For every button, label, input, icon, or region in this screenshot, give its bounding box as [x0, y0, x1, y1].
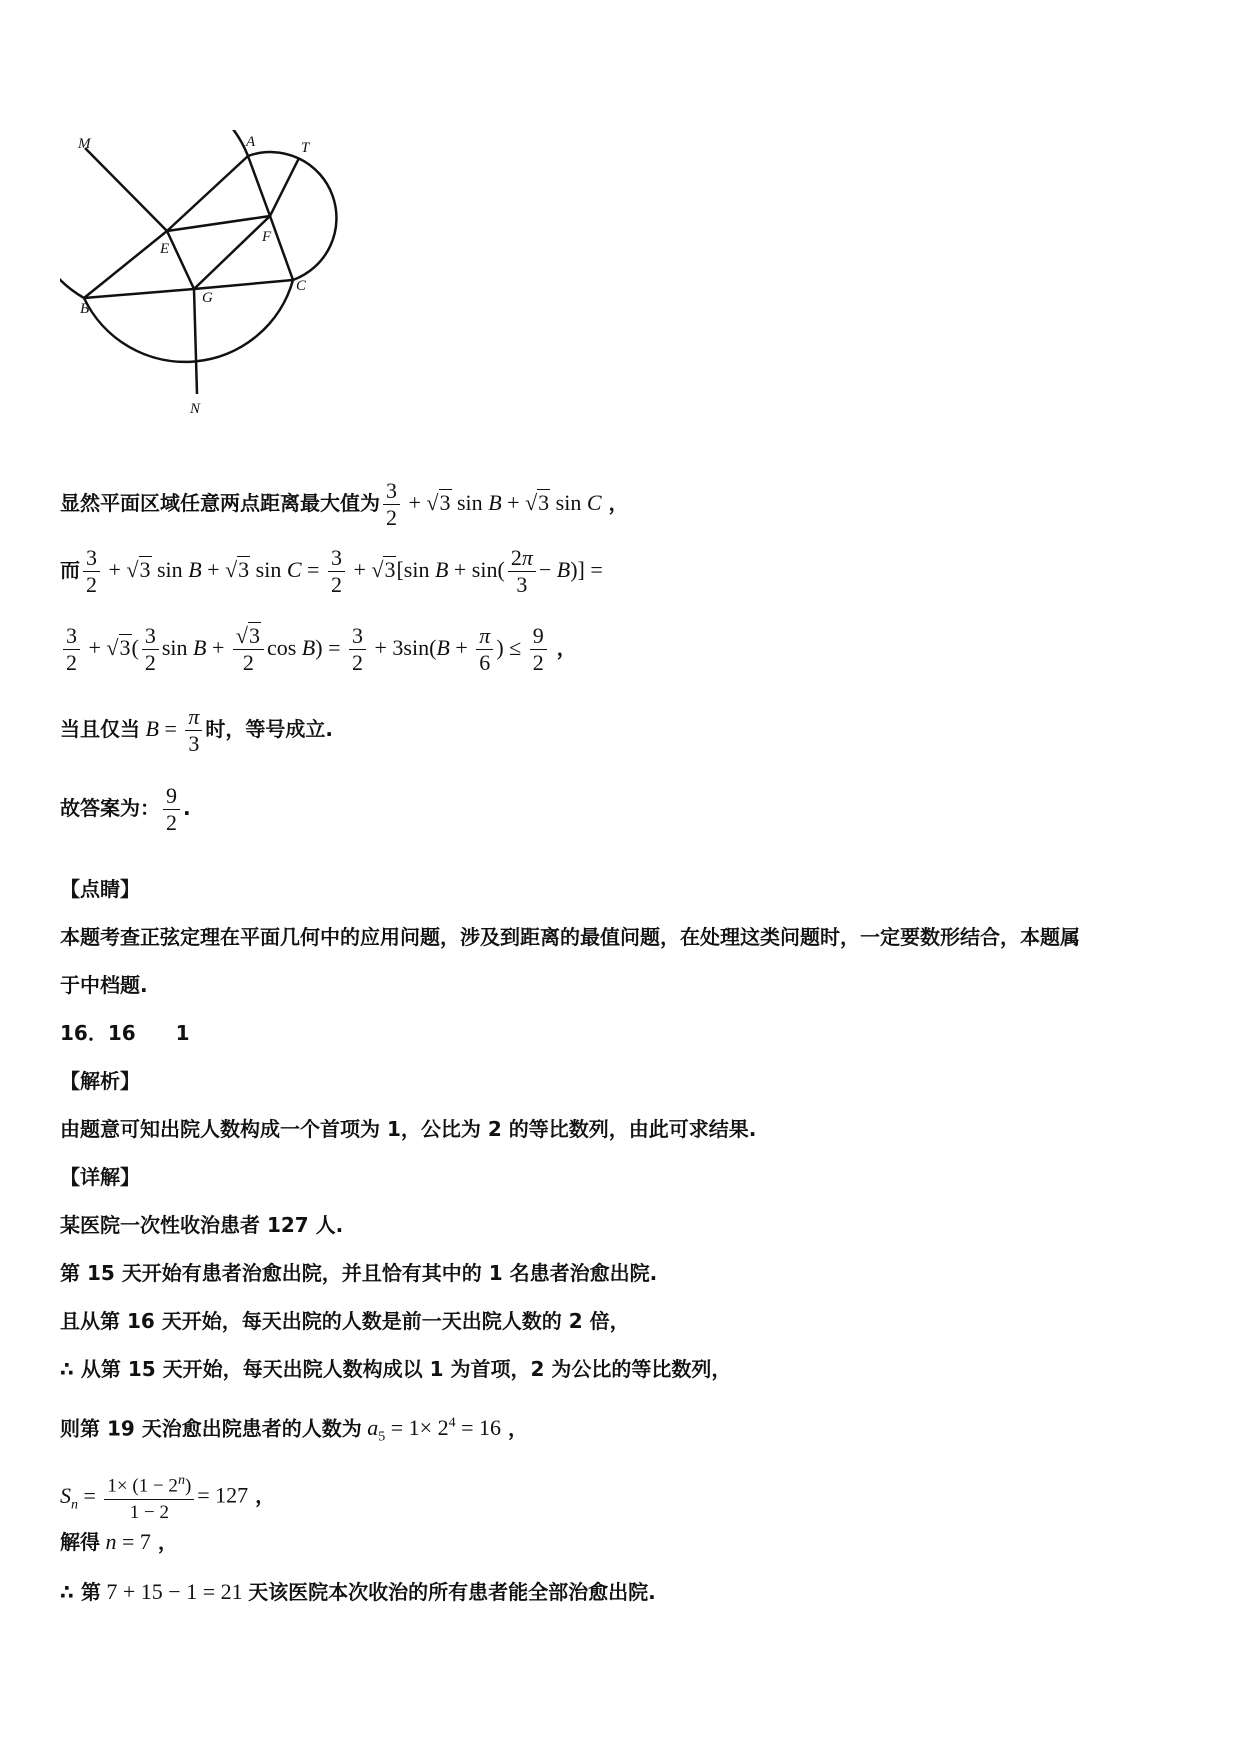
detail-line-2: 第 15 天开始有患者治愈出院，并且恰有其中的 1 名患者治愈出院. — [60, 1261, 658, 1285]
comment-text-2: 于中档题. — [60, 973, 148, 997]
detail-line-7: 解得 n = 7 ， — [60, 1529, 178, 1554]
segment-me — [85, 148, 167, 231]
segment-ft — [270, 158, 299, 216]
segment-fg — [194, 216, 270, 289]
expansion-line-1: 而 $\frac{3}{2}$ + √3 sin B + √3 sin C = $\frac{3}{2}$ + √3[sin B + sin( $\frac{2\pi}{3}$ − B)] = — [60, 545, 603, 597]
segment-gn — [194, 289, 197, 394]
segment-eg — [167, 231, 194, 289]
geometry-figure — [60, 130, 390, 470]
label-C: C — [296, 278, 307, 294]
detail-line-4: ∴ 从第 15 天开始，每天出院人数构成以 1 为首项，2 为公比的等比数列， — [60, 1357, 732, 1381]
detail-line-8: ∴ 第 7 + 15 − 1 = 21 天该医院本次收治的所有患者能全部治愈出院. — [60, 1579, 656, 1604]
segment-bg — [84, 289, 194, 298]
expansion-line-2: $\frac{3}{2}$ + √3( $\frac{3}{2}$ sin B + $\frac{√3}{2}$ cos B) = $\frac{3}{2}$ + 3sin(B + $\frac{\pi}{6}$ ) ≤ $\frac{9}{2}$ ， — [60, 623, 577, 676]
detail-heading: 【详解】 — [60, 1165, 140, 1189]
label-T: T — [301, 140, 310, 156]
comment-heading: 【点睛】 — [60, 877, 140, 901]
detail-line-3: 且从第 16 天开始，每天出院的人数是前一天出院人数的 2 倍， — [60, 1309, 630, 1333]
segment-fc — [270, 216, 293, 280]
analysis-heading: 【解析】 — [60, 1069, 140, 1093]
question-16-answer: 16．16 1 — [60, 1021, 190, 1045]
label-F: F — [262, 229, 272, 245]
equality-condition-line: 当且仅当 B = $\frac{\pi}{3}$ 时，等号成立. — [60, 704, 334, 756]
detail-line-1: 某医院一次性收治患者 127 人. — [60, 1213, 344, 1237]
label-M: M — [78, 136, 91, 152]
answer-line: 故答案为： $\frac{9}{2}$ . — [60, 783, 191, 835]
segment-be — [84, 231, 170, 298]
analysis-text: 由题意可知出院人数构成一个首项为 1，公比为 2 的等比数列，由此可求结果. — [60, 1117, 757, 1141]
segment-gc — [194, 280, 293, 289]
circle-arc-mab — [60, 130, 248, 298]
max-distance-line: 显然平面区域任意两点距离最大值为 $\frac{3}{2}$ + √3 sin B + √3 sin C ， — [60, 478, 629, 530]
label-E: E — [160, 241, 170, 257]
label-B: B — [80, 301, 90, 317]
label-G: G — [202, 290, 213, 306]
circle-arc-bnc — [84, 280, 293, 362]
label-N: N — [190, 401, 201, 417]
label-A: A — [246, 134, 256, 150]
segment-af — [248, 156, 270, 216]
detail-line-5: 则第 19 天治愈出院患者的人数为 $a_5 = 1\times 2^4 = 16$ ， — [60, 1415, 528, 1445]
detail-line-6: $S_n$ = $\frac{1\times (1 - 2^n)}{1 - 2}$ = 127 ， — [60, 1468, 275, 1526]
comment-text-1: 本题考查正弦定理在平面几何中的应用问题，涉及到距离的最值问题，在处理这类问题时，一定要数形结合，本题属 — [60, 925, 1080, 949]
